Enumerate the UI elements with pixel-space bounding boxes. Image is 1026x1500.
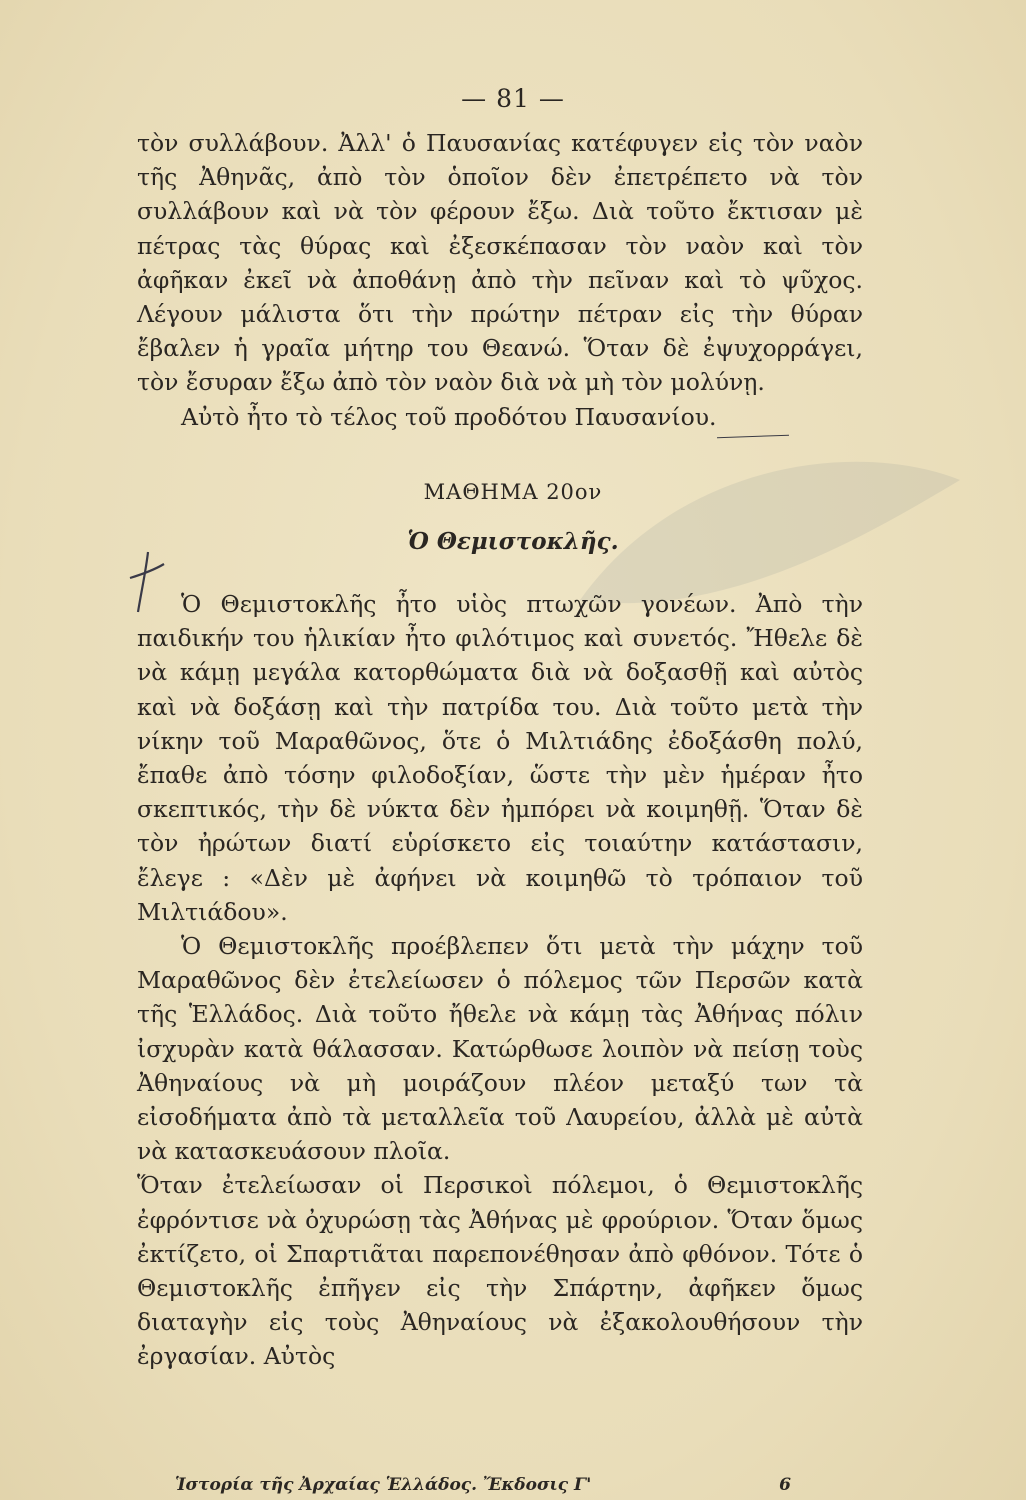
footer-signature-mark: 6 (779, 1475, 791, 1495)
lesson-heading: ΜΑΘΗΜΑ 20ον (423, 480, 603, 504)
text-block-main (137, 587, 863, 1374)
subject-title: Ὁ Θεμιστοκλῆς. (407, 528, 619, 555)
paragraph: Αὐτὸ ἦτο τὸ τέλος τοῦ προδότου Παυσανίου. (181, 402, 717, 431)
page-number: — 81 — (461, 84, 565, 113)
footer-series-title: Ἱστορία τῆς Ἀρχαίας Ἑλλάδος. Ἔκδοσις Γ' (175, 1475, 592, 1495)
text-block-top (137, 126, 863, 434)
paragraph: Ὁ Θεμιστοκλῆς ἦτο υἱὸς πτωχῶν γονέων. Ἀπὸ τὴν παιδικήν του ἡλικίαν ἦτο φιλότιμος καὶ συνετός. Ἤθελε δὲ νὰ κάμῃ μεγάλα κατορθώματα διὰ νὰ δοξασθῇ καὶ αὐτὸς καὶ νὰ δοξάσῃ καὶ τὴν πατρίδα του. Διὰ τοῦτο μετὰ τὴν νίκην τοῦ Μαραθῶνος, ὅτε ὁ Μιλτιάδης ἐδοξάσθη πολύ, ἔπαθε ἀπὸ τόσην φιλοδοξίαν, ὥστε τὴν μὲν ἡμέραν ἦτο σκεπτικός, τὴν δὲ νύκτα δὲν ἠμπόρει νὰ κοιμηθῇ. Ὅταν δὲ τὸν ἠρώτων διατί εὑρίσκετο εἰς τοιαύτην κατάστασιν, ἔλεγε : «Δὲν μὲ ἀφήνει νὰ κοιμηθῶ τὸ τρόπαιον τοῦ Μιλτιάδου». (137, 590, 863, 926)
paragraph: Ὅταν ἐτελείωσαν οἱ Περσικοὶ πόλεμοι, ὁ Θεμιστοκλῆς ἐφρόντισε νὰ ὀχυρώσῃ τὰς Ἀθήνας μὲ φρούριον. Ὅταν ὅμως ἐκτίζετο, οἱ Σπαρτιᾶται παρεπονέθησαν ἀπὸ φθόνον. Τότε ὁ Θεμιστοκλῆς ἐπῆγεν εἰς τὴν Σπάρτην, ἀφῆκεν ὅμως διαταγὴν εἰς τοὺς Ἀθηναίους νὰ ἐξακολουθήσουν τὴν ἐργασίαν. Αὐτὸς (137, 1171, 863, 1371)
paragraph: τὸν συλλάβουν. Ἀλλ' ὁ Παυσανίας κατέφυγεν εἰς τὸν ναὸν τῆς Ἀθηνᾶς, ἀπὸ τὸν ὁποῖον δὲν ἐπετρέπετο νὰ τὸν συλλάβουν καὶ νὰ τὸν φέρουν ἔξω. Διὰ τοῦτο ἔκτισαν μὲ πέτρας τὰς θύρας καὶ ἐξεσκέπασαν τὸν ναὸν καὶ τὸν ἀφῆκαν ἐκεῖ νὰ ἀποθάνῃ ἀπὸ τὴν πεῖναν καὶ τὸ ψῦχος. Λέγουν μάλιστα ὅτι τὴν πρώτην πέτραν εἰς τὴν θύραν ἔβαλεν ἡ γραῖα μήτηρ του Θεανώ. Ὅταν δὲ ἐψυχορράγει, τὸν ἔσυραν ἔξω ἀπὸ τὸν ναὸν διὰ νὰ μὴ τὸν μολύνῃ. (137, 129, 863, 397)
page-footer (175, 1475, 791, 1495)
paragraph: Ὁ Θεμιστοκλῆς προέβλεπεν ὅτι μετὰ τὴν μάχην τοῦ Μαραθῶνος δὲν ἐτελείωσεν ὁ πόλεμος τῶν Περσῶν κατὰ τῆς Ἑλλάδος. Διὰ τοῦτο ἤθελε νὰ κάμῃ τὰς Ἀθήνας πόλιν ἰσχυρὰν κατὰ θάλασσαν. Κατώρθωσε λοιπὸν νὰ πείσῃ τοὺς Ἀθηναίους νὰ μὴ μοιράζουν πλέον μεταξύ των τὰ εἰσοδήματα ἀπὸ τὰ μεταλλεῖα τοῦ Λαυρείου, ἀλλὰ μὲ αὐτὰ νὰ κατασκευάσουν πλοῖα. (137, 932, 863, 1166)
